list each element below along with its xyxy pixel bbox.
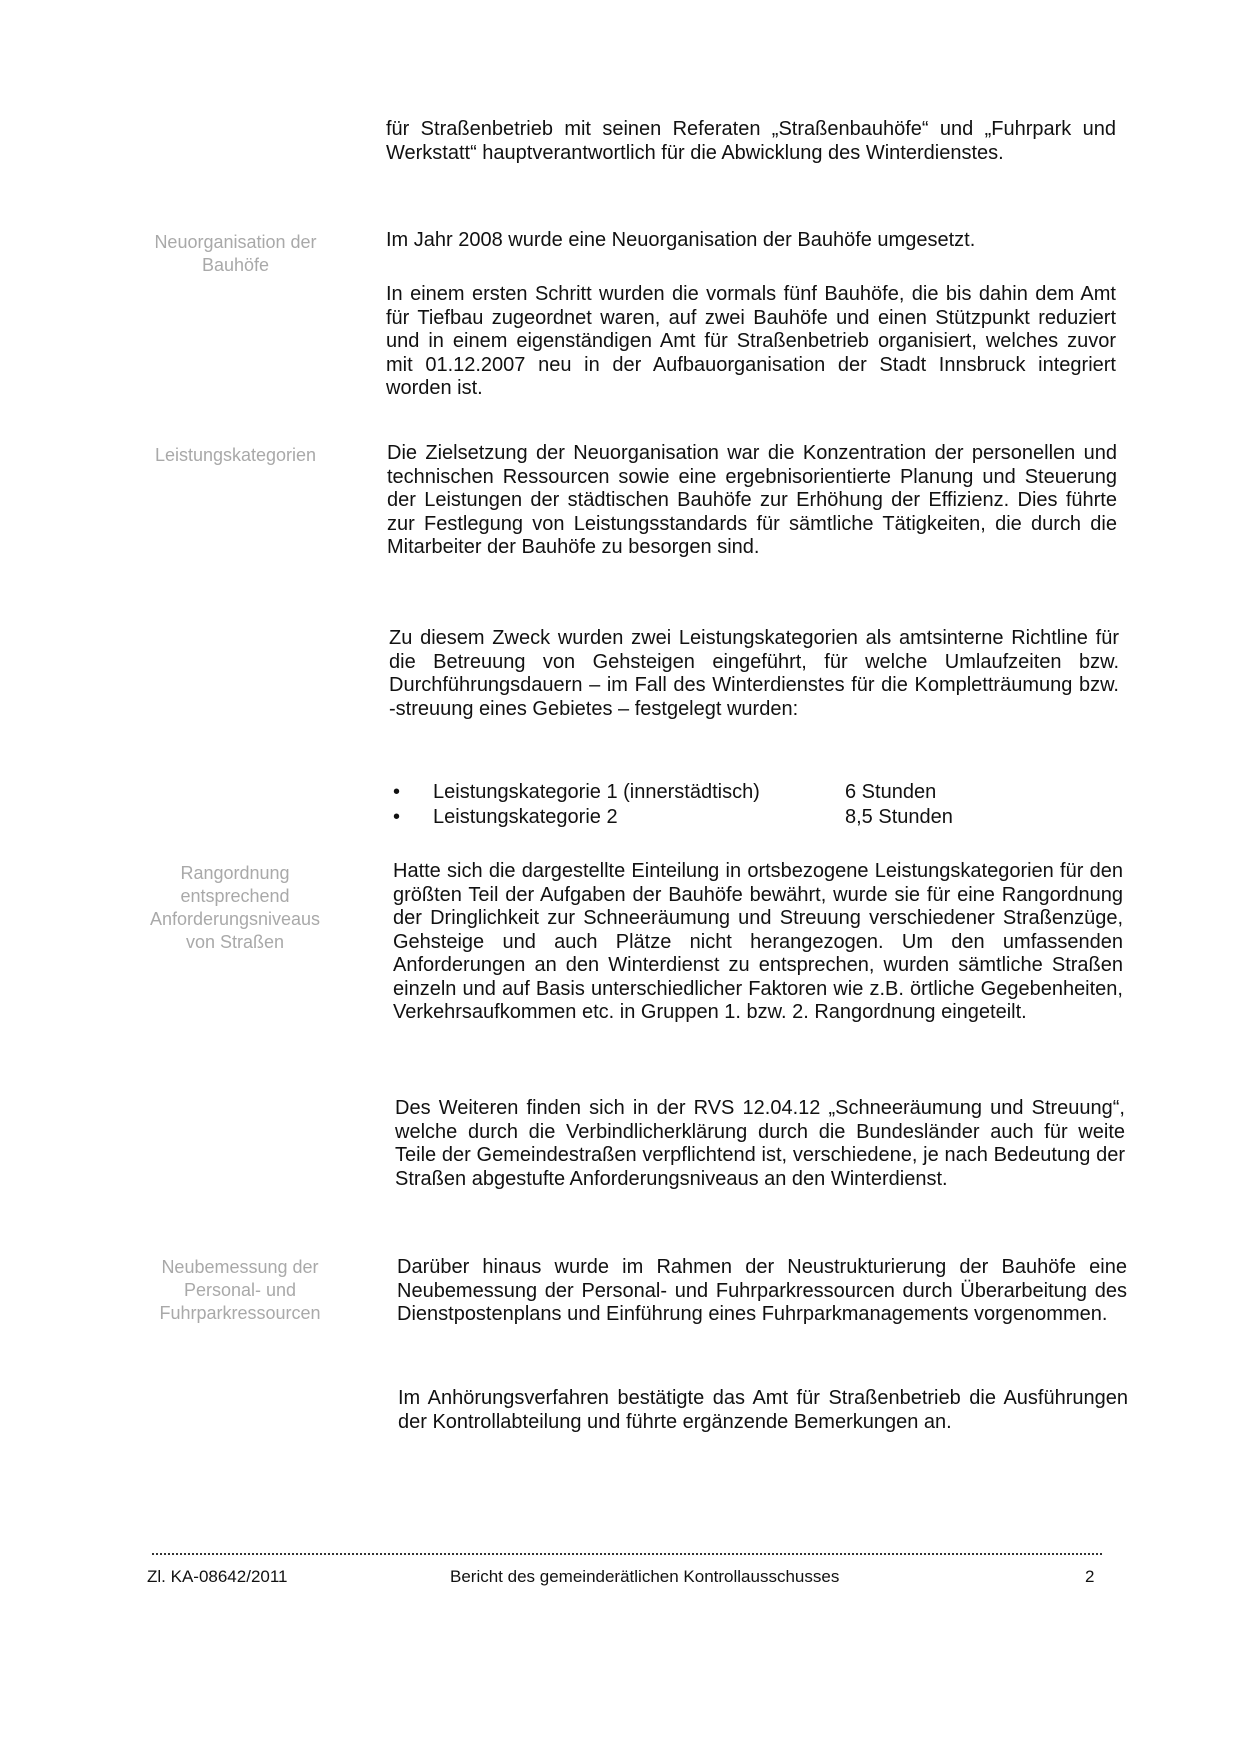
list-item <box>393 805 993 830</box>
paragraph-rangordnung: Hatte sich die dargestellte Einteilung in ortsbezogene Leistungskategorien für den größten Teil der Aufgaben der Bauhöfe bewährt, wurde sie für eine Rangordnung der Dringlichkeit zur Schneeräumung und Streuung verschiedener Straßenzüge, Gehsteige und auch Plätze nicht herangezogen. Um den umfassenden Anforderungen an den Winterdienst zu entsprechen, wurden sämtliche Straßen einzeln und auf Basis unterschiedlicher Faktoren wie z.B. örtliche Gegebenheiten, Verkehrsaufkommen etc. in Gruppen 1. bzw. 2. Rangordnung eingeteilt. <box>393 860 1123 1023</box>
paragraph-neubemessung: Darüber hinaus wurde im Rahmen der Neustrukturierung der Bauhöfe eine Neubemessung der Personal- und Fuhrparkressourcen durch Überarbeitung des Dienstpostenplans und Einführung eines Fuhrparkmanagements vorgenommen. <box>397 1256 1127 1325</box>
bullet-marker: • <box>393 781 401 803</box>
margin-note-neuorganisation: Neuorganisation der Bauhöfe <box>154 232 317 275</box>
bullet-label: Leistungskategorie 2 <box>433 806 618 828</box>
footer-page-number: 2 <box>1085 1567 1095 1586</box>
footer-title: Bericht des gemeinderätlichen Kontrollausschusses <box>450 1567 840 1586</box>
paragraph-erster-schritt: In einem ersten Schritt wurden die vormals fünf Bauhöfe, die bis dahin dem Amt für Tiefbau zugeordnet waren, auf zwei Bauhöfe und einen Stützpunkt reduziert und in einem eigenständigen Amt für Straßenbetrieb organisiert, welches zuvor mit 01.12.2007 neu in der Aufbauorganisation der Stadt Innsbruck integriert worden ist. <box>386 283 1116 399</box>
paragraph-zielsetzung: Die Zielsetzung der Neuorganisation war die Konzentration der personellen und technischen Ressourcen sowie eine ergebnisorientierte Planung und Steuerung der Leistungen der städtischen Bauhöfe zur Erhöhung der Effizienz. Dies führte zur Festlegung von Leistungsstandards für sämtliche Tätigkeiten, die durch die Mitarbeiter der Bauhöfe zu besorgen sind. <box>387 442 1117 558</box>
paragraph-rvs: Des Weiteren finden sich in der RVS 12.04.12 „Schneeräumung und Streuung“, welche durch die Verbindlicherklärung durch die Bundesländer auch für weite Teile der Gemeindestraßen verpflichtend ist, verschiedene, je nach Bedeutung der Straßen abgestufte Anforderungsniveaus an den Winterdienst. <box>395 1097 1125 1190</box>
footer-reference: Zl. KA-08642/2011 <box>147 1567 288 1586</box>
paragraph-intro-continuation: für Straßenbetrieb mit seinen Referaten „Straßenbauhöfe“ und „Fuhrpark und Werkstatt“ hauptverantwortlich für die Abwicklung des Winterdienstes. <box>386 118 1116 164</box>
paragraph-zweck: Zu diesem Zweck wurden zwei Leistungskategorien als amtsinterne Richtline für die Betreuung von Gehsteigen eingeführt, für welche Umlaufzeiten bzw. Durchführungsdauern – im Fall des Winterdienstes für die Kompletträumung bzw. -streuung eines Gebietes – festgelegt wurden: <box>389 627 1119 720</box>
paragraph-neuorganisation-2008: Im Jahr 2008 wurde eine Neuorganisation der Bauhöfe umgesetzt. <box>386 229 976 251</box>
bullet-label: Leistungskategorie 1 (innerstädtisch) <box>433 781 760 803</box>
margin-note-leistungskategorien: Leistungskategorien <box>154 445 317 465</box>
bullet-value: 6 Stunden <box>845 781 937 803</box>
footer-divider <box>152 1553 1102 1555</box>
bullet-marker: • <box>393 806 401 828</box>
list-item <box>393 780 993 805</box>
paragraph-anhoerungsverfahren: Im Anhörungsverfahren bestätigte das Amt für Straßenbetrieb die Ausführungen der Kontrollabteilung und führte ergänzende Bemerkungen an. <box>398 1387 1128 1433</box>
bullet-value: 8,5 Stunden <box>845 806 953 828</box>
margin-note-neubemessung: Neubemessung der Personal- und Fuhrparkressourcen <box>159 1257 321 1323</box>
margin-note-rangordnung: Rangordnung entsprechend Anforderungsniveaus von Straßen <box>149 863 321 952</box>
leistungskategorien-list <box>393 780 993 830</box>
